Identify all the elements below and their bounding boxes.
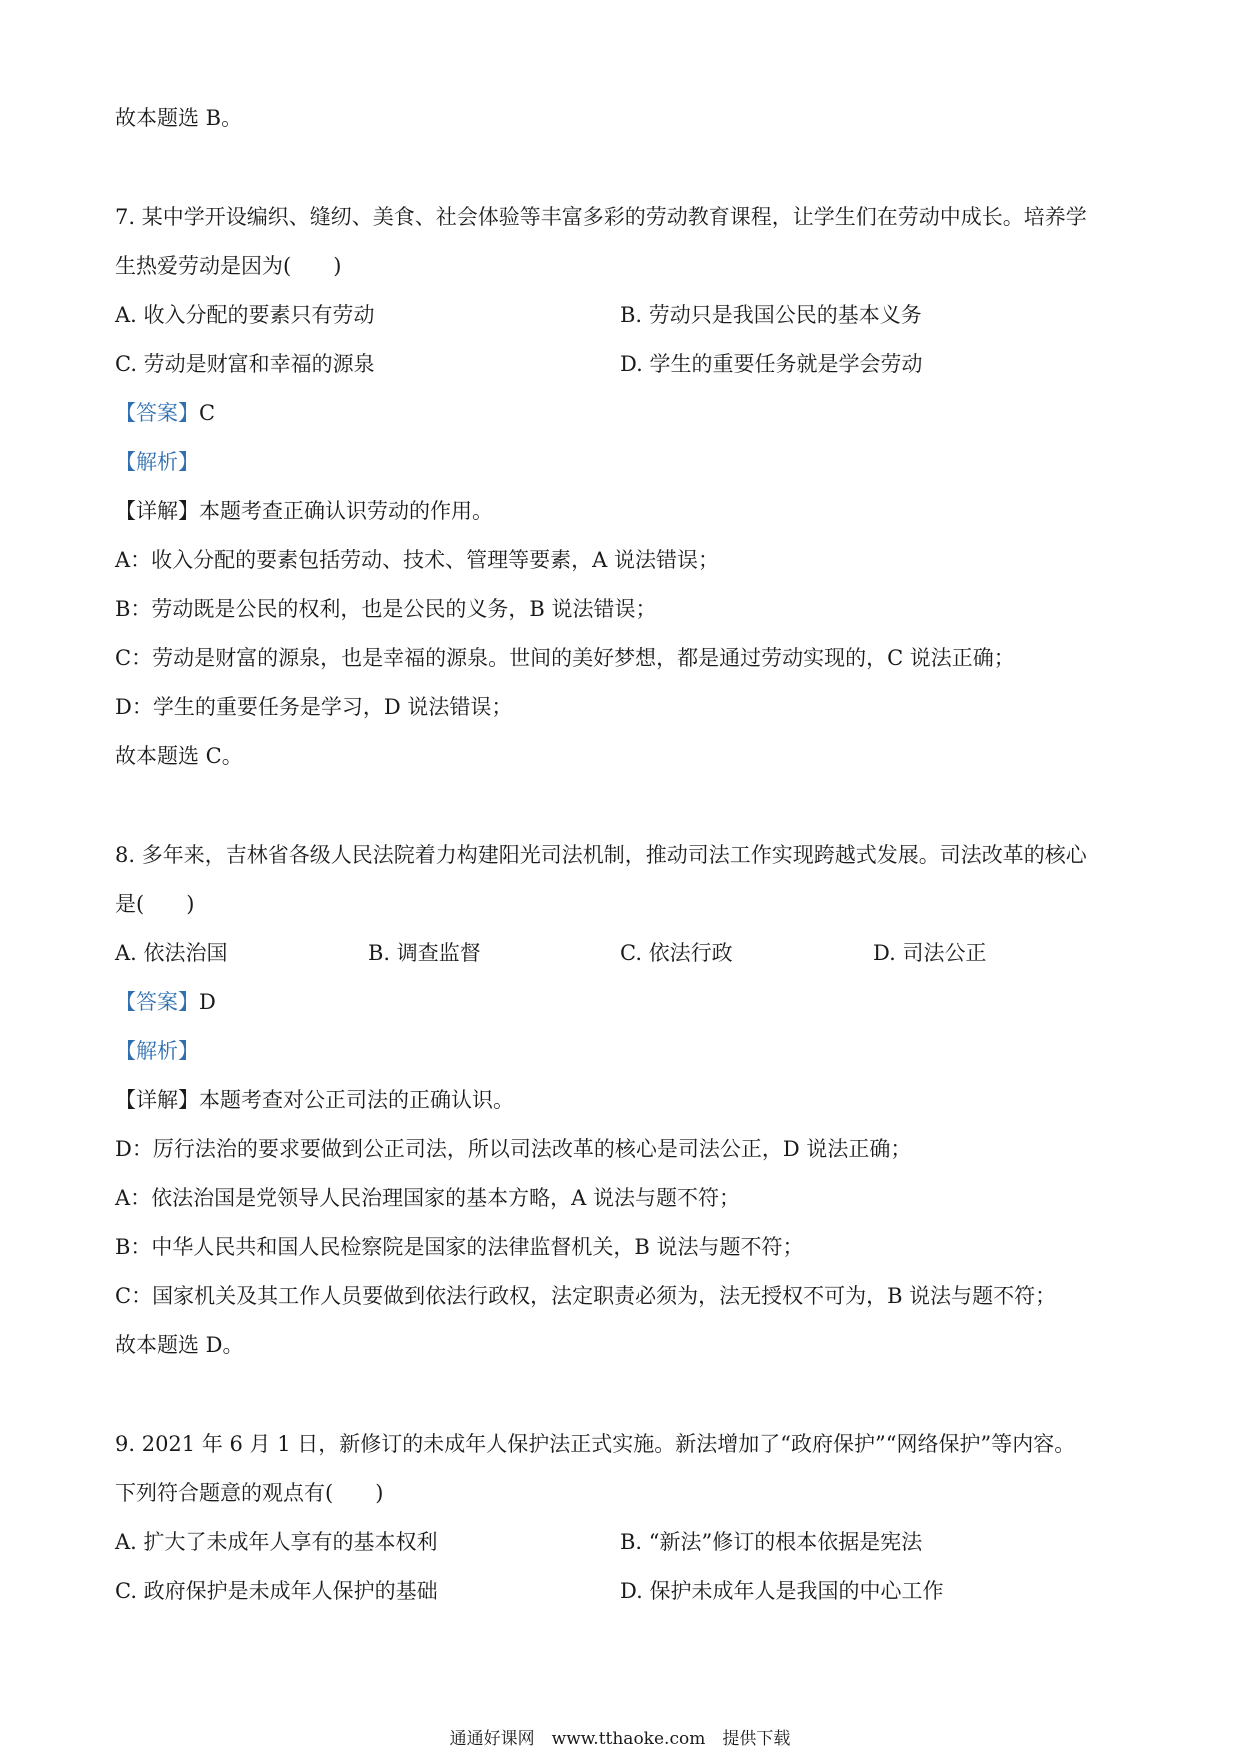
footer-source: 通通好课网 www.tthaoke.com 提供下载 (449, 1729, 791, 1749)
q8-stem-line1: 8. 多年来，吉林省各级人民法院着力构建阳光司法机制，推动司法工作实现跨越式发展。司法改革的核心 (115, 843, 1087, 867)
q8-answer (115, 987, 216, 1017)
q8-option-a: A. 依法治国 (115, 941, 228, 965)
q7-explanation-b: B：劳动既是公民的权利，也是公民的义务，B 说法错误； (115, 597, 657, 621)
q8-conclusion: 故本题选 D。 (115, 1333, 244, 1357)
q7-explanation-a: A：收入分配的要素包括劳动、技术、管理等要素，A 说法错误； (115, 548, 720, 572)
q8-analysis-tag: 【解析】 (115, 1039, 199, 1063)
q7-option-b: B. 劳动只是我国公民的基本义务 (620, 303, 922, 327)
q8-option-b: B. 调查监督 (368, 941, 481, 965)
q8-stem-line2: 是( ) (115, 892, 195, 916)
q9-stem-line1: 9. 2021 年 6 月 1 日，新修订的未成年人保护法正式实施。新法增加了“政府保护”“网络保护”等内容。 (115, 1432, 1076, 1456)
answer-tag: 【答案】 (115, 401, 199, 425)
q9-option-b: B. “新法”修订的根本依据是宪法 (620, 1530, 923, 1554)
q7-stem-line1: 7. 某中学开设编织、缝纫、美食、社会体验等丰富多彩的劳动教育课程，让学生们在劳动中成长。培养学 (115, 205, 1087, 229)
q7-analysis-tag: 【解析】 (115, 450, 199, 474)
q7-conclusion: 故本题选 C。 (115, 744, 243, 768)
q9-option-a: A. 扩大了未成年人享有的基本权利 (115, 1530, 438, 1554)
q9-option-c: C. 政府保护是未成年人保护的基础 (115, 1579, 438, 1603)
q7-stem-line2: 生热爱劳动是因为( ) (115, 254, 342, 278)
q7-answer (115, 398, 215, 428)
q7-option-a: A. 收入分配的要素只有劳动 (115, 303, 375, 327)
q8-option-c: C. 依法行政 (620, 941, 733, 965)
answer-value: C (199, 401, 216, 425)
q7-detail: 【详解】本题考查正确认识劳动的作用。 (115, 499, 493, 523)
answer-tag: 【答案】 (115, 990, 199, 1014)
q7-option-c: C. 劳动是财富和幸福的源泉 (115, 352, 375, 376)
conclusion-prev: 故本题选 B。 (115, 106, 243, 130)
q8-explanation-1: D：厉行法治的要求要做到公正司法，所以司法改革的核心是司法公正，D 说法正确； (115, 1137, 912, 1161)
q8-option-d: D. 司法公正 (873, 941, 987, 965)
q9-option-d: D. 保护未成年人是我国的中心工作 (620, 1579, 944, 1603)
answer-value: D (199, 990, 216, 1014)
q7-explanation-c: C：劳动是财富的源泉，也是幸福的源泉。世间的美好梦想，都是通过劳动实现的，C 说法正确； (115, 646, 1015, 670)
q8-explanation-3: B：中华人民共和国人民检察院是国家的法律监督机关，B 说法与题不符； (115, 1235, 804, 1259)
q8-explanation-4: C：国家机关及其工作人员要做到依法行政权，法定职责必须为，法无授权不可为，B 说法与题不符； (115, 1284, 1057, 1308)
q7-explanation-d: D：学生的重要任务是学习，D 说法错误； (115, 695, 513, 719)
q8-detail: 【详解】本题考查对公正司法的正确认识。 (115, 1088, 514, 1112)
q9-stem-line2: 下列符合题意的观点有( ) (115, 1481, 384, 1505)
q8-explanation-2: A：依法治国是党领导人民治理国家的基本方略，A 说法与题不符； (115, 1186, 741, 1210)
q7-option-d: D. 学生的重要任务就是学会劳动 (620, 352, 923, 376)
